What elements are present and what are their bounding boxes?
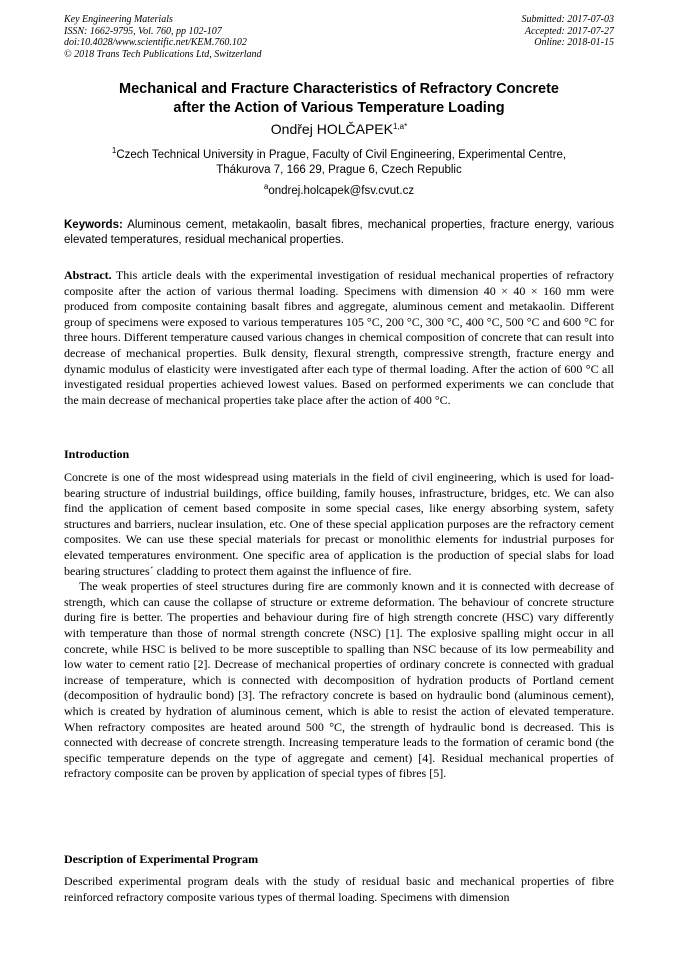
affiliation-line-2: Thákurova 7, 166 29, Prague 6, Czech Republic (216, 164, 462, 176)
introduction-body (64, 470, 614, 782)
author-superscript: 1,a* (392, 122, 408, 131)
experimental-program-heading: Description of Experimental Program (64, 852, 259, 866)
journal-issn: ISSN: 1662-9795, Vol. 760, pp 102-107 (64, 25, 222, 37)
online-date: Online: 2018-01-15 (534, 37, 614, 48)
affiliation (60, 148, 618, 178)
experimental-program-body: Described experimental program deals with the study of residual basic and mechanical properties of fibre reinforced refractory composite various types of thermal loading. Specimens with dimension (64, 874, 614, 904)
email-address: ondrej.holcapek@fsv.cvut.cz (268, 185, 415, 197)
author-name: Ondřej HOLČAPEK (270, 121, 393, 137)
introduction-paragraph-1: Concrete is one of the most widespread using materials in the field of civil engineering, which is used for load-bearing structure of industrial buildings, office building, family houses, infrastructure, bridges, etc. We can also find the application of cement based composite in some special cases, like energy absorbing system, safety structures and barriers, nuclear insulation, etc. One of these special application purposes are the refractory cement composites. We can use these special materials for precast or monolithic elements for industrial purposes for elevated temperatures environment. One specific area of application is the production of special slabs for load bearing structures´ cladding to protect them against the influence of fire. (64, 470, 614, 578)
paper-title (40, 80, 638, 118)
affiliation-line-1: Czech Technical University in Prague, Faculty of Civil Engineering, Experimental Centre, (116, 149, 567, 161)
keywords-text: Aluminous cement, metakaolin, basalt fibres, mechanical properties, fracture energy, various elevated temperatures, residual mechanical properties. (64, 219, 614, 246)
paper-title-line-1: Mechanical and Fracture Characteristics of Refractory Concrete (119, 81, 559, 97)
email-superscript: a (263, 182, 269, 191)
affiliation-superscript: 1 (111, 146, 117, 155)
author-email (0, 184, 678, 199)
introduction-paragraph-2: The weak properties of steel structures during fire are commonly known and it is connected with decrease of strength, which can cause the collapse of structure or extreme deformation. The behaviour of concrete structure during fire is better. The properties and behaviour during fire of high strength concrete (HSC) vary differently with temperature than those of normal strength concrete (NSC) [1]. The explosive spalling might occur in all concrete, while HSC is belived to be more susceptible to spalling than NSC because of its low permeability and low water to cement ratio [2]. Decrease of mechanical properties of ordinary concrete is connected with gradual increase of temperature, which is connected with decomposition of hydration products of Portland cement (decomposition of hydraulic bond) [3]. The refractory concrete is based on hydraulic bond (aluminous cement), which is created by hydration of aluminous cement, which is able to resist the action of elevated temperature. When refractory composites are heated around 500 °C, the strength of hydraulic bond is decreased. This is connected with decrease of concrete strength. Increasing temperature leads to the formation of ceramic bond (the specific temperature depends on the type of aggregate and cement) [4]. Residual mechanical properties of refractory composite can be proven by application of special types of fibres [5]. (64, 579, 614, 781)
accepted-date: Accepted: 2017-07-27 (524, 25, 614, 37)
journal-header-left (64, 14, 262, 60)
journal-doi: doi:10.4028/www.scientific.net/KEM.760.102 (64, 37, 247, 48)
abstract-text: This article deals with the experimental investigation of residual mechanical properties of refractory composite after the action of various thermal loading. Specimens with dimension 40 × 40 × 160 mm were produced from composite containing basalt fibres and aggregate, aluminous cement and metakaolin. Different group of specimens were exposed to various temperatures 105 °C, 200 °C, 300 °C, 400 °C, 500 °C and 600 °C for three hours. Different temperature caused various changes in chemical composition of concrete that can result into decrease of mechanical properties. Bulk density, flexural strength, compressive strength, fracture energy and dynamic modulus of elasticity were investigated after each type of thermal loading. After the action of 600 °C all investigated residual properties achieved lowest values. Based on performed experiments we can conclude that the main decrease of mechanical properties take place after the action of 400 °C. (64, 268, 614, 407)
journal-header-right (522, 14, 615, 49)
journal-name: Key Engineering Materials (64, 14, 173, 25)
submitted-date: Submitted: 2017-07-03 (521, 14, 614, 25)
abstract (64, 268, 614, 408)
paper-title-line-2: after the Action of Various Temperature Loading (173, 100, 505, 116)
introduction-heading: Introduction (64, 447, 130, 461)
journal-copyright: © 2018 Trans Tech Publications Ltd, Switzerland (64, 48, 262, 60)
abstract-label: Abstract. (64, 268, 112, 282)
keywords (64, 218, 614, 248)
author (0, 120, 678, 138)
keywords-label: Keywords: (64, 219, 123, 231)
